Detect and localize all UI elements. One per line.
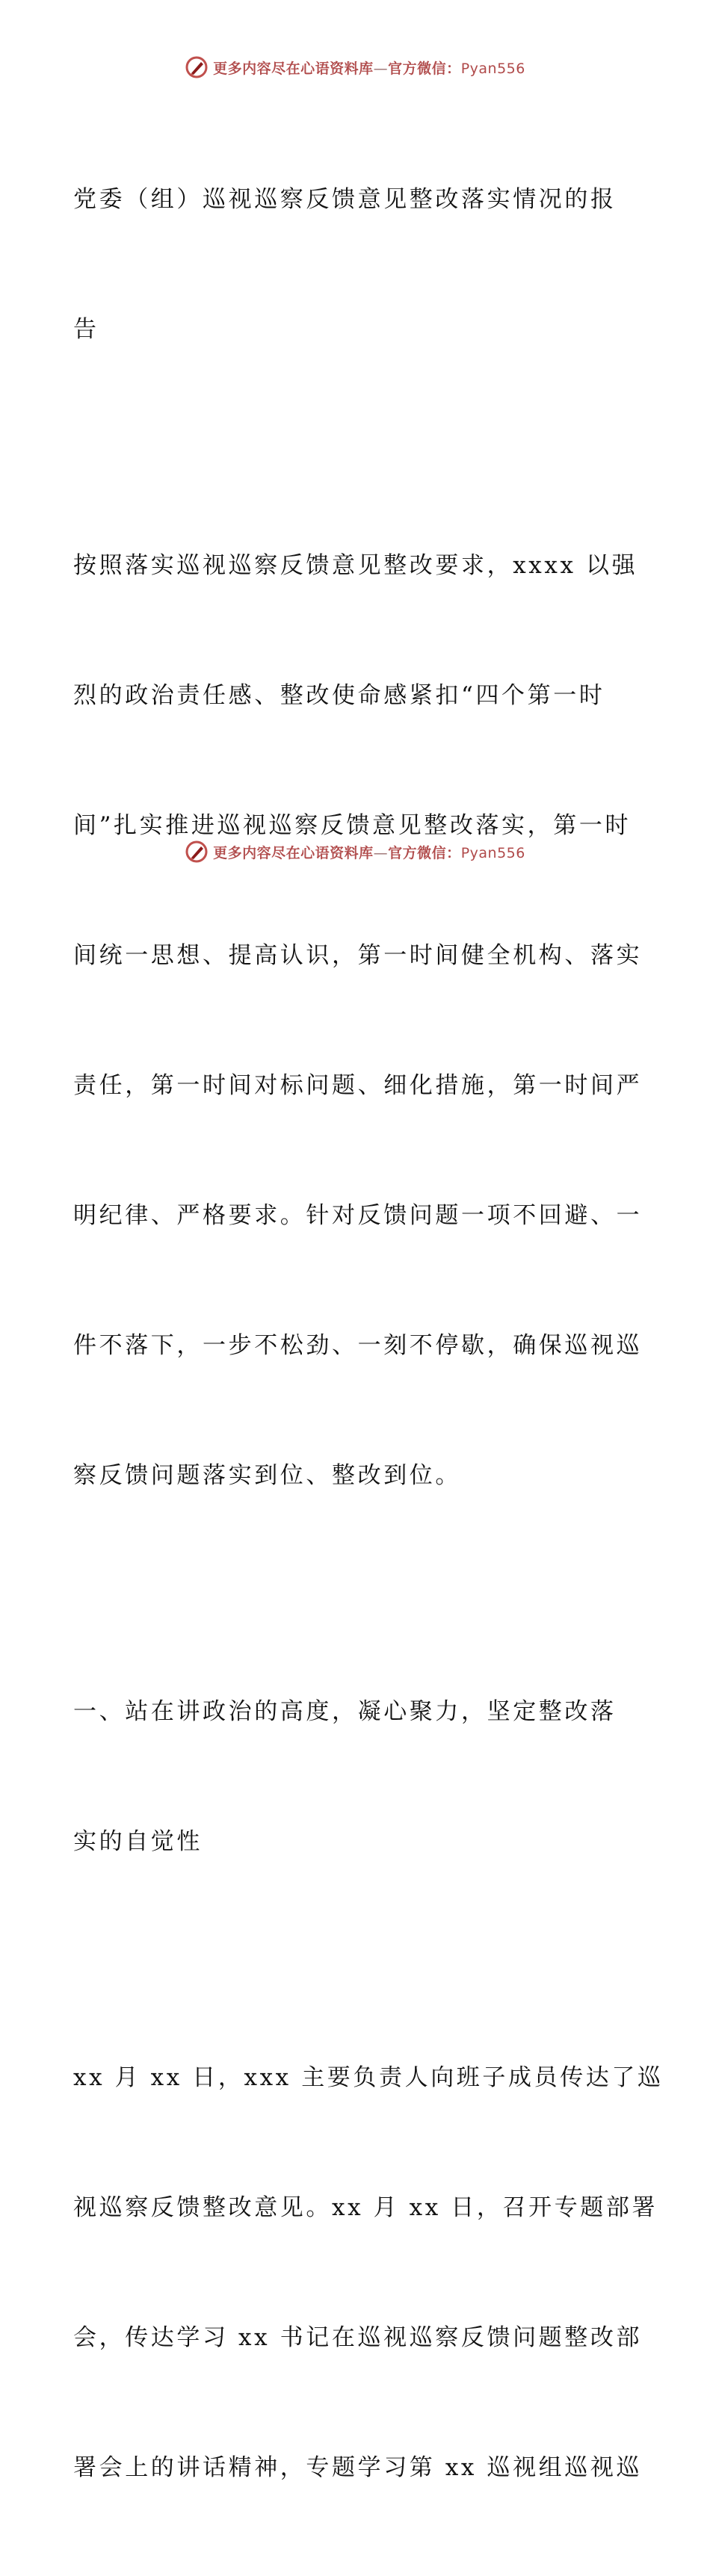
paragraph-line: xx 月 xx 日，xxx 主要负责人向班子成员传达了巡 xyxy=(73,2064,664,2091)
banner-wechat-label: 官方微信： xyxy=(388,844,461,861)
intro-paragraph xyxy=(73,457,641,1584)
title-line: 党委（组）巡视巡察反馈意见整改落实情况的报 xyxy=(73,186,617,213)
banner-main-text: 更多内容尽在心语资料库 xyxy=(213,60,374,77)
banner-text xyxy=(213,58,525,78)
paragraph-line: 按照落实巡视巡察反馈意见整改要求，xxxx 以强 xyxy=(73,552,638,579)
paragraph-line: 责任，第一时间对标问题、细化措施，第一时间严 xyxy=(73,1072,643,1099)
paragraph-line: 间统一思想、提高认识，第一时间健全机构、落实 xyxy=(73,942,643,969)
pen-in-circle-icon xyxy=(185,55,209,79)
paragraph-line: 烈的政治责任感、整改使命感紧扣“四个第一时 xyxy=(73,682,605,709)
banner-wechat-id: Pyan556 xyxy=(460,60,525,77)
pen-in-circle-icon xyxy=(185,840,209,864)
paragraph-line: 署会上的讲话精神，专题学习第 xx 巡视组巡视巡 xyxy=(73,2454,643,2481)
heading-line: 一、站在讲政治的高度，凝心聚力，坚定整改落 xyxy=(73,1698,617,1725)
banner-wechat-label: 官方微信： xyxy=(388,60,461,77)
paragraph-line: 明纪律、严格要求。针对反馈问题一项不回避、一 xyxy=(73,1202,643,1229)
document-body xyxy=(73,91,664,2576)
title-line: 告 xyxy=(73,316,99,343)
heading-line: 实的自觉性 xyxy=(73,1828,203,1855)
banner-text xyxy=(213,842,525,862)
section1-paragraph xyxy=(73,1969,664,2576)
paragraph-line: 察反馈问题落实到位、整改到位。 xyxy=(73,1462,461,1489)
header-banner xyxy=(0,52,710,82)
paragraph-line: 件不落下，一步不松劲、一刻不停歇，确保巡视巡 xyxy=(73,1332,643,1359)
banner-separator: — xyxy=(373,60,389,77)
paragraph-line: 间”扎实推进巡视巡察反馈意见整改落实，第一时 xyxy=(73,812,632,839)
paragraph-line: 视巡察反馈整改意见。xx 月 xx 日，召开专题部署 xyxy=(73,2194,658,2221)
banner-wechat-id: Pyan556 xyxy=(460,844,525,861)
footer-banner xyxy=(0,837,710,867)
paragraph-line: 会，传达学习 xx 书记在巡视巡察反馈问题整改部 xyxy=(73,2324,643,2351)
document-title xyxy=(73,91,641,438)
banner-main-text: 更多内容尽在心语资料库 xyxy=(213,844,374,861)
banner-separator: — xyxy=(373,844,389,861)
section1-heading xyxy=(73,1603,641,1950)
